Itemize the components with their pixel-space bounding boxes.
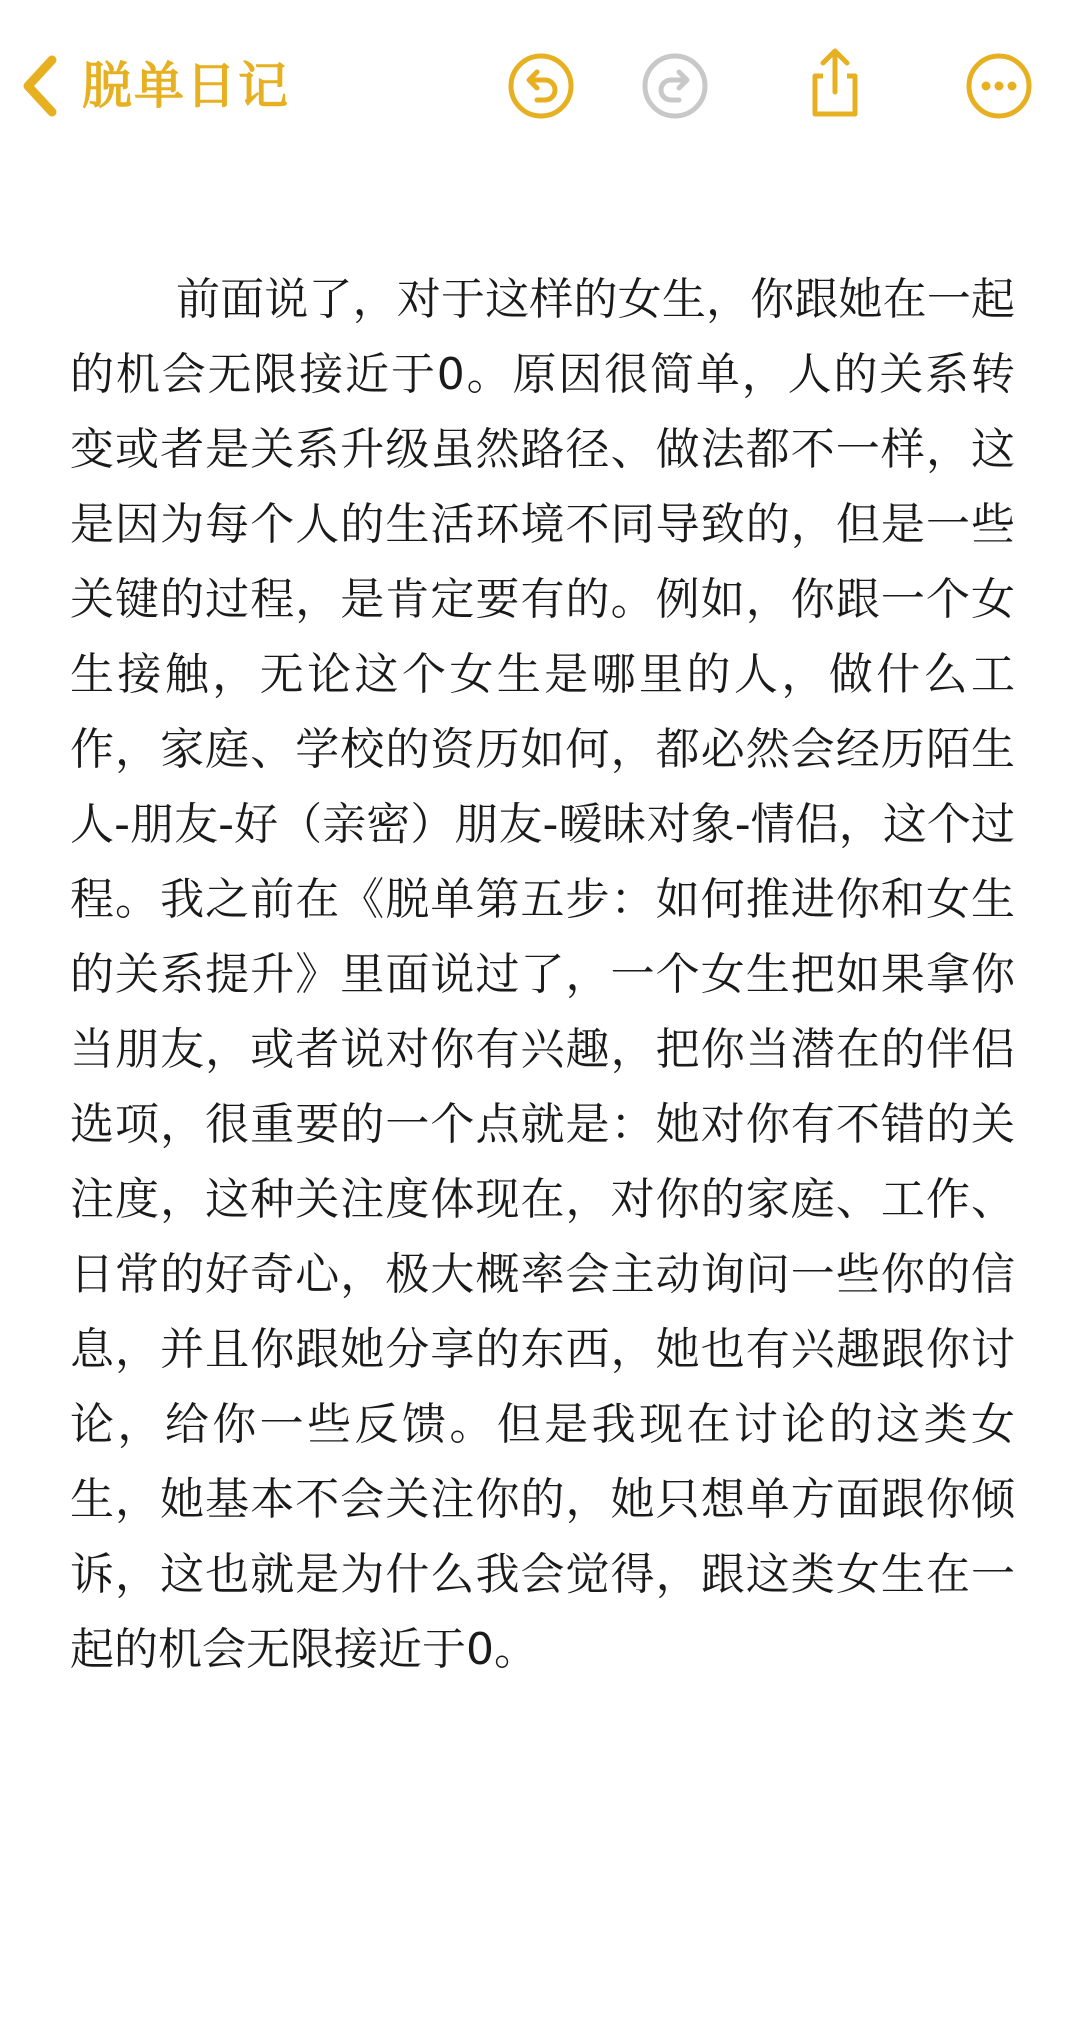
navigation-bar: [0, 0, 1080, 180]
share-icon: [801, 46, 869, 120]
redo-button[interactable]: [641, 52, 709, 120]
note-body-text[interactable]: 前面说了，对于这样的女生，你跟她在一起的机会无限接近于0。原因很简单，人的关系转变或者是关系升级虽然路径、做法都不一样，这是因为每个人的生活环境不同导致的，但是一些关键的过程，是肯定要有的。例如，你跟一个女生接触，无论这个女生是哪里的人，做什么工作，家庭、学校的资历如何，都必然会经历陌生人-朋友-好（亲密）朋友-暧昧对象-情侣，这个过程。我之前在《脱单第五步：如何推进你和女生的关系提升》里面说过了，一个女生把如果拿你当朋友，或者说对你有兴趣，把你当潜在的伴侣选项，很重要的一个点就是：她对你有不错的关注度，这种关注度体现在，对你的家庭、工作、日常的好奇心，极大概率会主动询问一些你的信息，并且你跟她分享的东西，她也有兴趣跟你讨论，给你一些反馈。但是我现在讨论的这类女生，她基本不会关注你的，她只想单方面跟你倾诉，这也就是为什么我会觉得，跟这类女生在一起的机会无限接近于0。: [70, 274, 1015, 1675]
undo-button[interactable]: [507, 52, 575, 120]
more-button[interactable]: [965, 52, 1033, 120]
share-button[interactable]: [801, 46, 869, 114]
redo-icon: [641, 52, 709, 120]
back-label: 脱单日记: [82, 57, 290, 115]
more-icon: [965, 52, 1033, 120]
chevron-left-icon: [20, 54, 60, 118]
undo-icon: [507, 52, 575, 120]
back-button[interactable]: [20, 50, 290, 122]
